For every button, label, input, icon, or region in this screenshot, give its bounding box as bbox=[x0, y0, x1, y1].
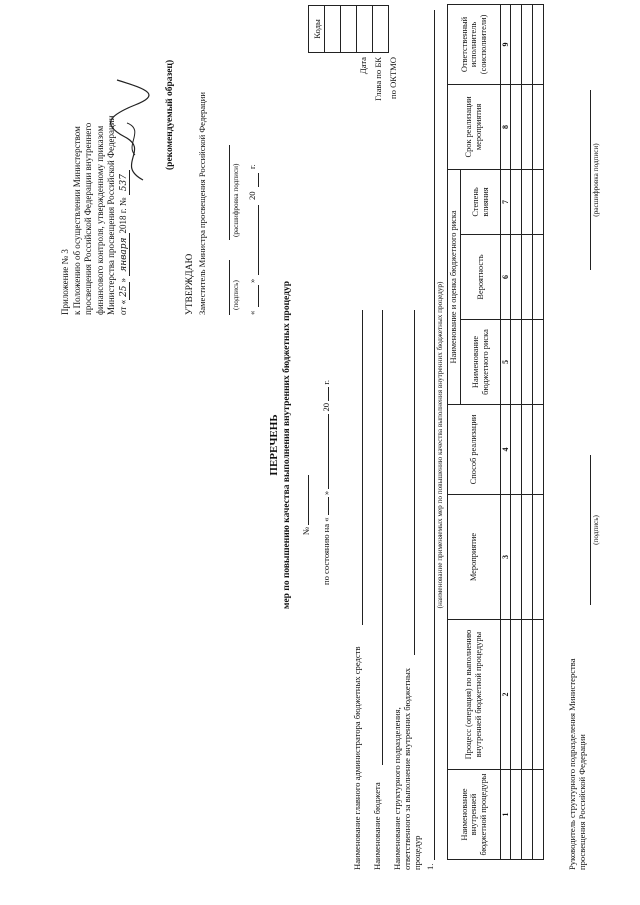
col-header-procedure: Наименование внутренней бюджетной процедуры bbox=[448, 770, 501, 860]
codes-label-date: Дата bbox=[358, 57, 368, 75]
item-line bbox=[434, 10, 435, 860]
recommended-label: (рекомендуемый образец) bbox=[165, 59, 175, 170]
date-year: 2018 г. № bbox=[117, 197, 128, 234]
doc-subtitle: мер по повышению качества выполнения внутренних бюджетных процедур bbox=[282, 281, 292, 609]
doc-asof-close: » bbox=[321, 490, 331, 496]
codes-label-oktmo: по ОКТМО bbox=[388, 57, 398, 99]
table-row bbox=[511, 4, 522, 859]
col-number-9: 9 bbox=[501, 4, 511, 84]
table-row bbox=[533, 4, 544, 859]
col-header-risk-group: Наименование и оценка бюджетного риска bbox=[448, 169, 461, 404]
doc-asof-label: по состоянию на « bbox=[321, 517, 331, 585]
approve-sign-line bbox=[229, 260, 230, 315]
doc-asof-day-line bbox=[320, 497, 329, 515]
field-unit-line-1: Наименование структурного подразделения, bbox=[392, 707, 402, 870]
field-unit-block bbox=[392, 590, 422, 870]
table-cell bbox=[522, 320, 533, 405]
field-budget-line bbox=[382, 310, 383, 765]
codes-label-glava: Глава по БК bbox=[373, 57, 383, 102]
approve-sign-caption: (подпись) bbox=[232, 280, 240, 310]
item-number: 1. bbox=[425, 863, 435, 870]
table-cell bbox=[522, 84, 533, 169]
codes-cell-oktmo bbox=[357, 6, 373, 53]
appendix-line-4: финансового контроля, утвержденному приказом bbox=[94, 125, 105, 315]
approve-day-line bbox=[258, 285, 259, 307]
approve-date-open: « bbox=[247, 310, 257, 315]
date-month-handwritten: января bbox=[119, 234, 130, 276]
codes-labels bbox=[356, 57, 401, 115]
table-cell bbox=[522, 620, 533, 770]
col-number-4: 4 bbox=[501, 405, 511, 495]
footer-position bbox=[567, 550, 587, 870]
field-admin-label: Наименование главного администратора бюджетных средств bbox=[352, 646, 362, 870]
table-cell bbox=[533, 320, 544, 405]
doc-asof-year-line bbox=[320, 387, 329, 401]
col-header-probability: Вероятность bbox=[461, 235, 501, 320]
doc-title: ПЕРЕЧЕНЬ bbox=[268, 414, 280, 476]
col-number-5: 5 bbox=[501, 320, 511, 405]
approve-name-line bbox=[229, 145, 230, 240]
codes-header: Коды bbox=[309, 6, 325, 53]
footer-sign-line bbox=[590, 455, 591, 605]
appendix-line-5: Министерства просвещения Российской Федерации bbox=[106, 115, 116, 315]
table-row bbox=[522, 4, 533, 859]
footer-sign-caption: (подпись) bbox=[592, 515, 600, 545]
doc-asof-year-suffix: г. bbox=[321, 379, 331, 385]
field-unit-line-3: процедур bbox=[412, 835, 422, 870]
codes-cell-date bbox=[325, 6, 341, 53]
col-number-6: 6 bbox=[501, 235, 511, 320]
table-cell bbox=[522, 235, 533, 320]
table-cell bbox=[533, 405, 544, 495]
field-admin-row bbox=[352, 300, 362, 870]
col-header-measure: Мероприятие bbox=[448, 495, 501, 620]
col-number-8: 8 bbox=[501, 84, 511, 169]
field-unit-line bbox=[414, 310, 415, 655]
table-cell bbox=[533, 235, 544, 320]
col-number-7: 7 bbox=[501, 169, 511, 234]
table-cell bbox=[533, 770, 544, 860]
doc-number-line bbox=[300, 475, 309, 525]
date-mid: » bbox=[117, 275, 128, 283]
date-day-handwritten: 25 bbox=[119, 282, 130, 299]
codes-cell-glava bbox=[341, 6, 357, 53]
date-prefix: от « bbox=[117, 299, 128, 315]
footer-line-1: Руководитель структурного подразделения Министерства bbox=[567, 658, 577, 870]
item-caption: (наименование применяемых мер по повышению качества выполнения внутренних бюджетных процедур) bbox=[436, 281, 444, 609]
footer-name-line bbox=[590, 90, 591, 270]
date-number-handwritten: 537 bbox=[119, 170, 130, 195]
col-header-method: Способ реализации bbox=[448, 405, 501, 495]
table-cell bbox=[522, 495, 533, 620]
codes-table bbox=[308, 5, 389, 53]
approve-date-close: » bbox=[247, 278, 257, 283]
col-header-responsible: Ответственный исполнитель (соисполнители) bbox=[448, 4, 501, 84]
approve-year-line bbox=[258, 173, 259, 187]
table-cell bbox=[511, 405, 522, 495]
approve-title: УТВЕРЖДАЮ bbox=[185, 253, 195, 315]
table-cell bbox=[511, 770, 522, 860]
appendix-line-1: Приложение № 3 bbox=[60, 249, 70, 315]
measures-table bbox=[447, 4, 544, 860]
table-cell bbox=[511, 84, 522, 169]
table-cell bbox=[522, 770, 533, 860]
table-cell bbox=[522, 169, 533, 234]
appendix-line-3: просвещения Российской Федерации внутреннего bbox=[83, 122, 93, 315]
table-cell bbox=[533, 4, 544, 84]
approve-month-line bbox=[258, 205, 259, 275]
col-header-impact: Степень влияния bbox=[461, 169, 501, 234]
col-number-1: 1 bbox=[501, 770, 511, 860]
field-unit-line-2: ответственного за выполнение внутренних бюджетных bbox=[402, 667, 412, 870]
table-cell bbox=[511, 320, 522, 405]
table-cell bbox=[511, 4, 522, 84]
approve-block bbox=[185, 15, 263, 315]
table-cell bbox=[533, 495, 544, 620]
table-cell bbox=[522, 405, 533, 495]
table-cell bbox=[533, 84, 544, 169]
col-header-risk-name: Наименование бюджетного риска bbox=[461, 320, 501, 405]
approve-name-caption: (расшифровка подписи) bbox=[232, 163, 240, 237]
col-number-3: 3 bbox=[501, 495, 511, 620]
appendix-line-2: к Положению об осуществлении Министерством bbox=[71, 126, 82, 315]
col-number-2: 2 bbox=[501, 620, 511, 770]
doc-asof-row bbox=[320, 285, 331, 585]
doc-asof-month-line bbox=[320, 414, 329, 489]
col-header-process: Процесс (операция) по выполнению внутренней бюджетной процедуры bbox=[448, 620, 501, 770]
table-cell bbox=[511, 620, 522, 770]
table-cell bbox=[511, 235, 522, 320]
approve-date-row bbox=[247, 15, 263, 315]
codes-cell-empty bbox=[373, 6, 389, 53]
approve-position: Заместитель Министра просвещения Российской Федерации bbox=[197, 92, 207, 315]
table-cell bbox=[533, 169, 544, 234]
doc-number-row bbox=[300, 385, 311, 535]
field-budget-label: Наименование бюджета bbox=[372, 782, 382, 870]
field-admin-line bbox=[362, 310, 363, 625]
column-numbers-row bbox=[501, 4, 511, 859]
footer-line-2: просвещения Российской Федерации bbox=[577, 734, 587, 870]
table-cell bbox=[511, 169, 522, 234]
approve-year-suffix: г. bbox=[247, 164, 257, 169]
col-header-deadline: Срок реализации мероприятия bbox=[448, 84, 501, 169]
doc-number-sign: № bbox=[301, 526, 311, 535]
signature-scribble-icon bbox=[105, 75, 155, 185]
approve-signature-row bbox=[215, 15, 245, 315]
footer-name-caption: (расшифровка подписи) bbox=[592, 143, 600, 217]
approve-year: 20 bbox=[247, 191, 257, 200]
table-cell bbox=[511, 495, 522, 620]
doc-asof-year: 20 bbox=[321, 402, 331, 412]
table-cell bbox=[533, 620, 544, 770]
table-cell bbox=[522, 4, 533, 84]
